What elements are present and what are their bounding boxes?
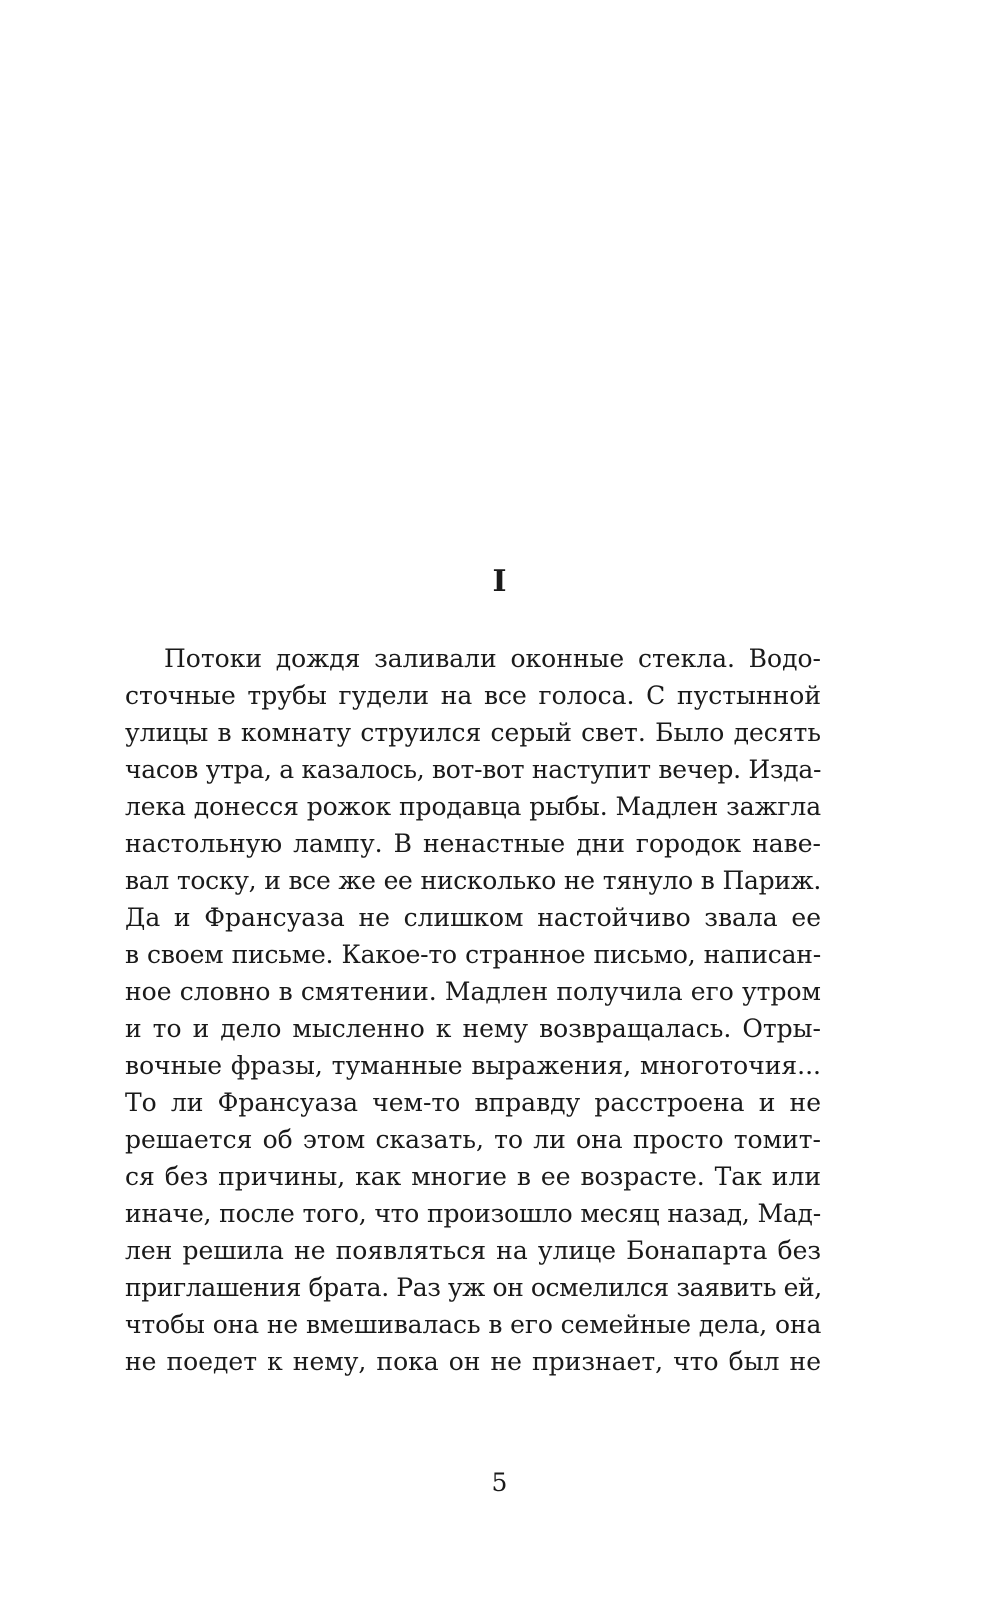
- text-line: сточные трубы гудели на все голоса. С пустынной: [125, 681, 821, 710]
- text-line: лен решила не появляться на улице Бонапарта без: [125, 1236, 821, 1265]
- text-line: ное словно в смятении. Мадлен получила его утром: [125, 977, 821, 1006]
- text-line: иначе, после того, что произошло месяц назад, Мад-: [125, 1199, 821, 1228]
- text-line: То ли Франсуаза чем-то вправду расстроена и не: [125, 1088, 821, 1117]
- text-line: настольную лампу. В ненастные дни городок наве-: [125, 829, 821, 858]
- text-line: в своем письме. Какое-то странное письмо, написан-: [125, 940, 821, 969]
- text-line: лека донесся рожок продавца рыбы. Мадлен зажгла: [125, 792, 821, 821]
- body-text: [125, 640, 821, 1380]
- text-line: и то и дело мысленно к нему возвращалась. Отры-: [125, 1014, 821, 1043]
- text-line: ся без причины, как многие в ее возрасте. Так или: [125, 1162, 821, 1191]
- text-line: вал тоску, и все же ее нисколько не тянуло в Париж.: [125, 866, 821, 895]
- text-line: вочные фразы, туманные выражения, многоточия...: [125, 1051, 821, 1080]
- text-line: улицы в комнату струился серый свет. Было десять: [125, 718, 821, 747]
- page-number: 5: [491, 1468, 508, 1497]
- text-line: решается об этом сказать, то ли она просто томит-: [125, 1125, 821, 1154]
- text-line: Потоки дождя заливали оконные стекла. Водо-: [164, 644, 821, 673]
- text-line: Да и Франсуаза не слишком настойчиво звала ее: [125, 903, 821, 932]
- text-line: чтобы она не вмешивалась в его семейные дела, она: [125, 1310, 822, 1339]
- chapter-title: I: [492, 564, 507, 599]
- text-line: часов утра, а казалось, вот-вот наступит вечер. Изда-: [125, 755, 822, 784]
- text-line: приглашения брата. Раз уж он осмелился заявить ей,: [125, 1273, 822, 1302]
- text-line: не поедет к нему, пока он не признает, что был не: [125, 1347, 821, 1376]
